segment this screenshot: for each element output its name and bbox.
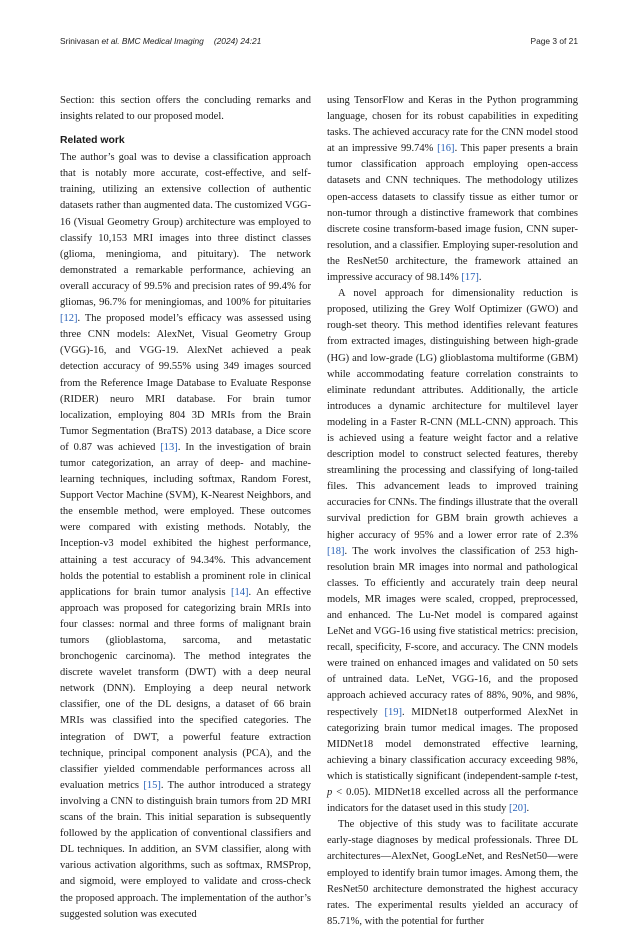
right-paragraph-3: The objective of this study was to facilitate accurate early-stage diagnoses by medical professionals. Three DL architectures—AlexNet, GoogLeNet, and ResNet50—were employed to identify brain tumor images. Among them, the ResNet50 architecture demonstrated the highest accuracy rates. The experimental results yielded an accuracy of 85.71%, with the potential for further <box>327 819 578 927</box>
related-work-paragraph-1 <box>60 150 311 923</box>
italic-symbol: t <box>554 770 558 782</box>
intro-paragraph: Section: this section offers the concluding remarks and insights related to our proposed model. <box>60 95 311 123</box>
text-run: . MIDNet18 outperformed AlexNet in categorizing brain tumor medical images. The proposed MIDNet18 model demonstrated effective learning, achieving a binary classification accuracy exceeding 98%, which is statistically significant (independent-sample <box>327 706 578 782</box>
text-run: . An effective approach was proposed for categorizing brain MRIs into four classes: normal and three forms of malignant brain tumors (glioblastoma, sarcoma, and metastatic bronchogenic carcinoma). The method integrates the discrete wavelet transform (DWT) with a deep neural network (DNN). Employing a deep neural network classifier, one of the DL designs, a dataset of 66 brain MRIs was classified into the specified categories. The integration of DWT, a powerful feature extraction technique, principal component analysis (PCA), and the classifier yielded commendable performances across all evaluation metrics <box>60 586 311 791</box>
citation-link[interactable]: [20] <box>508 803 527 815</box>
left-column <box>60 93 311 923</box>
header-volume: (2024) 24:21 <box>213 36 262 46</box>
text-run: . This paper presents a brain tumor classification approach employing open-access datasets and CNN techniques. The methodology utilizes open-access datasets to classify tissue as either tumor or non-tumor through a distinctive framework that combines discrete cosine transform-based image fusion, CNN super-resolution, and a classifier. Employing super-resolution and the ResNet50 architecture, the framework attained an impressive accuracy of 98.14% <box>327 143 579 284</box>
right-column <box>327 93 578 930</box>
text-run: The author’s goal was to devise a classification approach that is notably more accurate, cost-effective, and self-training, utilizing an extensive collection of authentic datasets rather than augmented data. The customized VGG-16 (Visual Geometry Group) architecture was employed to classify 10,153 MRI images into three distinct classes (glioma, meningioma, and pituitary). The network demonstrated a remarkable performance, achieving an overall accuracy of 99.5% and precision rates of 99.4% for gliomas, 96.7% for meningiomas, and 100% for pituitaries <box>60 152 311 309</box>
citation-link[interactable]: [19] <box>384 706 402 718</box>
text-run: A novel approach for dimensionality reduction is proposed, utilizing the Grey Wolf Optimizer (GWO) and rough-set theory. This method identifies relevant features from extracted images, distinguishing between high-grade (HG) and low-grade (LG) glioblastoma multiforme (GBM) while accommodating feature correlation constraints to eliminate redundant attributes. Additionally, the article introduces a dynamic architecture for multilevel layer modeling in a Faster R-CNN (MLL-CNN) approach. This is achieved using a feature weight factor and a relative description model to construct selected features, thereby streamlining the processing and classifying of long-tailed files. This advancement leads to improved training accuracies for CNNs. The findings illustrate that the overall survival prediction for GBM brain growth achieves a higher accuracy of 95% and a lower error rate of 2.3% <box>327 288 578 541</box>
text-run: -test, <box>557 770 578 782</box>
text-run: < 0.05). MIDNet18 excelled across all the performance indicators for the dataset used in this study <box>327 787 578 815</box>
citation-link[interactable]: [13] <box>160 441 178 453</box>
citation-link[interactable]: [18] <box>327 545 345 557</box>
citation-link[interactable]: [16] <box>437 143 455 155</box>
right-paragraph-1 <box>327 93 578 286</box>
citation-link[interactable]: [14] <box>231 586 249 598</box>
text-run: . <box>478 272 482 284</box>
text-run: . In the investigation of brain tumor categorization, an array of deep- and machine-learning techniques, including softmax, Random Forest, Support Vector Machine (SVM), K-Nearest Neighbors, and the ensemble method, were employed. These outcomes were compared with existing methods. Notably, the Inception-v3 model exhibited the highest performance, attaining a test accuracy of 94.34%. This advancement holds the potential to establish a prominent role in clinical applications for brain tumor analysis <box>60 441 312 598</box>
text-run: . The proposed model’s efficacy was assessed using three CNN models: AlexNet, Visual Geometry Group (VGG)-16, and VGG-19. AlexNet achieved a peak detection accuracy of 99.55% using 349 images sourced from the Reference Image Database to Evaluate Response (RIDER) neuro MRI database. For brain tumor localization, employing 804 3D MRIs from the Brain Tumor Segmentation (BraTS) 2013 database, a Dice score of 0.87 was achieved <box>60 313 311 453</box>
section-heading-related-work: Related work <box>60 135 125 147</box>
text-run: . The author introduced a strategy involving a CNN to distinguish brain tumors from 2D MRI scans of the brain. This initial separation is subsequently followed by the application of conventional classifiers and DL techniques. In addition, an SVM classifier, along with various activation algorithms, such as softmax, RMSProp, and sigmoid, were employed to validate and cross-check the proposed approach. The implementation of the author’s suggested solution was executed <box>60 779 311 920</box>
citation-link[interactable]: [12] <box>60 313 78 325</box>
page-number: Page 3 of 21 <box>530 36 578 46</box>
citation-link[interactable]: [15] <box>143 779 161 791</box>
page-header <box>60 36 578 48</box>
text-run: . The work involves the classification of 253 high-resolution brain MR images into normal and pathological classes. To efficiently and accurately train deep neural models, MR images were scaled, cropped, preprocessed, and enhanced. The Lu-Net model is compared against LeNet and VGG-16 using five statistical metrics: precision, recall, specificity, F-score, and accuracy. The CNN models were trained on enhanced images and validated on 50 sets of untrained data. LeNet, VGG-16, and the proposed approach achieved accuracy rates of 88%, 90%, and 98%, respectively <box>327 545 578 718</box>
text-run: using TensorFlow and Keras in the Python programming language, chosen for its robust capabilities in expediting tasks. The achieved accuracy rate for the CNN model stood at an impressive 99.74% <box>327 95 578 155</box>
text-run: . <box>526 803 530 815</box>
italic-symbol: p <box>327 787 333 799</box>
citation-link[interactable]: [17] <box>461 272 479 284</box>
right-paragraph-2 <box>327 286 578 817</box>
running-head <box>60 36 261 46</box>
header-author: Srinivasan <box>60 36 102 46</box>
header-journal: et al. BMC Medical Imaging <box>101 36 204 46</box>
